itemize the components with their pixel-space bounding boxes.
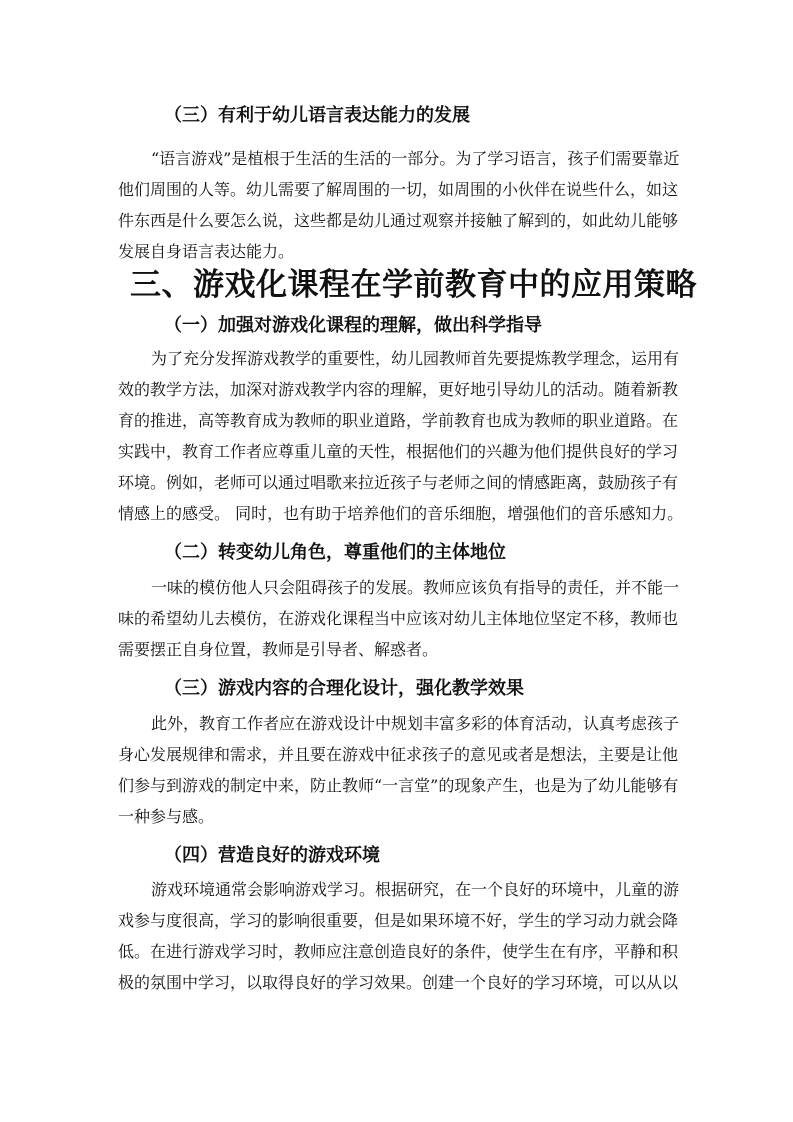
paragraph-line: 一种参与感。 — [118, 807, 215, 826]
paragraph — [118, 708, 678, 832]
paragraph-line: 身心发展规律和需求，并且要在游戏中征求孩子的意见或者是想法，主要是让他 — [118, 745, 679, 764]
paragraph — [118, 874, 678, 998]
paragraph-line: 此外，教育工作者应在游戏设计中规划丰富多彩的体育活动，认真考虑孩子 — [151, 714, 680, 733]
paragraph-line: 味的希望幼儿去模仿，在游戏化课程当中应该对幼儿主体地位坚定不移，教师也 — [118, 609, 679, 628]
paragraph-line: 们参与到游戏的制定中来，防止教师“一言堂”的现象产生，也是为了幼儿能够有 — [118, 776, 679, 795]
section-heading: 三、游戏化课程在学前教育中的应用策略 — [130, 267, 697, 303]
paragraph-line: 效的教学方法，加深对游戏教学内容的理解，更好地引导幼儿的活动。随着新教 — [118, 380, 679, 399]
paragraph-line: 情感上的感受。 同时，也有助于培养他们的音乐细胞，增强他们的音乐感知力。 — [118, 504, 684, 523]
paragraph-line: 一味的模仿他人只会阻碍孩子的发展。教师应该负有指导的责任，并不能一 — [151, 578, 680, 597]
paragraph-line: 游戏环境通常会影响游戏学习。根据研究，在一个良好的环境中，儿童的游 — [151, 880, 680, 899]
paragraph — [118, 572, 678, 665]
paragraph-line: 需要摆正自身位置，教师是引导者、解惑者。 — [118, 640, 439, 659]
paragraph-line: 育的推进，高等教育成为教师的职业道路，学前教育也成为教师的职业道路。在 — [118, 411, 679, 430]
paragraph-line: 为了充分发挥游戏教学的重要性，幼儿园教师首先要提炼教学理念，运用有 — [151, 349, 680, 368]
paragraph-line: 件东西是什么要怎么说，这些都是幼儿通过观察并接触了解到的，如此幼儿能够 — [118, 211, 679, 230]
paragraph-line: “语言游戏”是植根于生活的生活的一部分。为了学习语言，孩子们需要靠近 — [151, 149, 680, 168]
paragraph-line: 环境。例如，老师可以通过唱歌来拉近孩子与老师之间的情感距离，鼓励孩子有 — [118, 473, 679, 492]
paragraph-line: 他们周围的人等。幼儿需要了解周围的一切，如周围的小伙伴在说些什么，如这 — [118, 180, 679, 199]
paragraph-line: 低。在进行游戏学习时，教师应注意创造良好的条件，使学生在有序，平静和积 — [118, 942, 679, 961]
paragraph-line: 极的氛围中学习，以取得良好的学习效果。创建一个良好的学习环境，可以从以 — [118, 973, 679, 992]
paragraph-line: 实践中，教育工作者应尊重儿童的天性，根据他们的兴趣为他们提供良好的学习 — [118, 442, 679, 461]
subsection-heading: （二）转变幼儿角色，尊重他们的主体地位 — [164, 542, 506, 563]
paragraph — [118, 143, 678, 267]
subsection-heading: （四）营造良好的游戏环境 — [164, 845, 380, 866]
paragraph — [118, 343, 684, 529]
subsection-heading: （三）有利于幼儿语言表达能力的发展 — [164, 105, 470, 126]
subsection-heading: （三）游戏内容的合理化设计，强化教学效果 — [164, 678, 524, 699]
paragraph-line: 戏参与度很高，学习的影响很重要，但是如果环境不好，学生的学习动力就会降 — [118, 911, 679, 930]
paragraph-line: 发展自身语言表达能力。 — [118, 242, 295, 261]
subsection-heading: （一）加强对游戏化课程的理解，做出科学指导 — [164, 315, 542, 336]
